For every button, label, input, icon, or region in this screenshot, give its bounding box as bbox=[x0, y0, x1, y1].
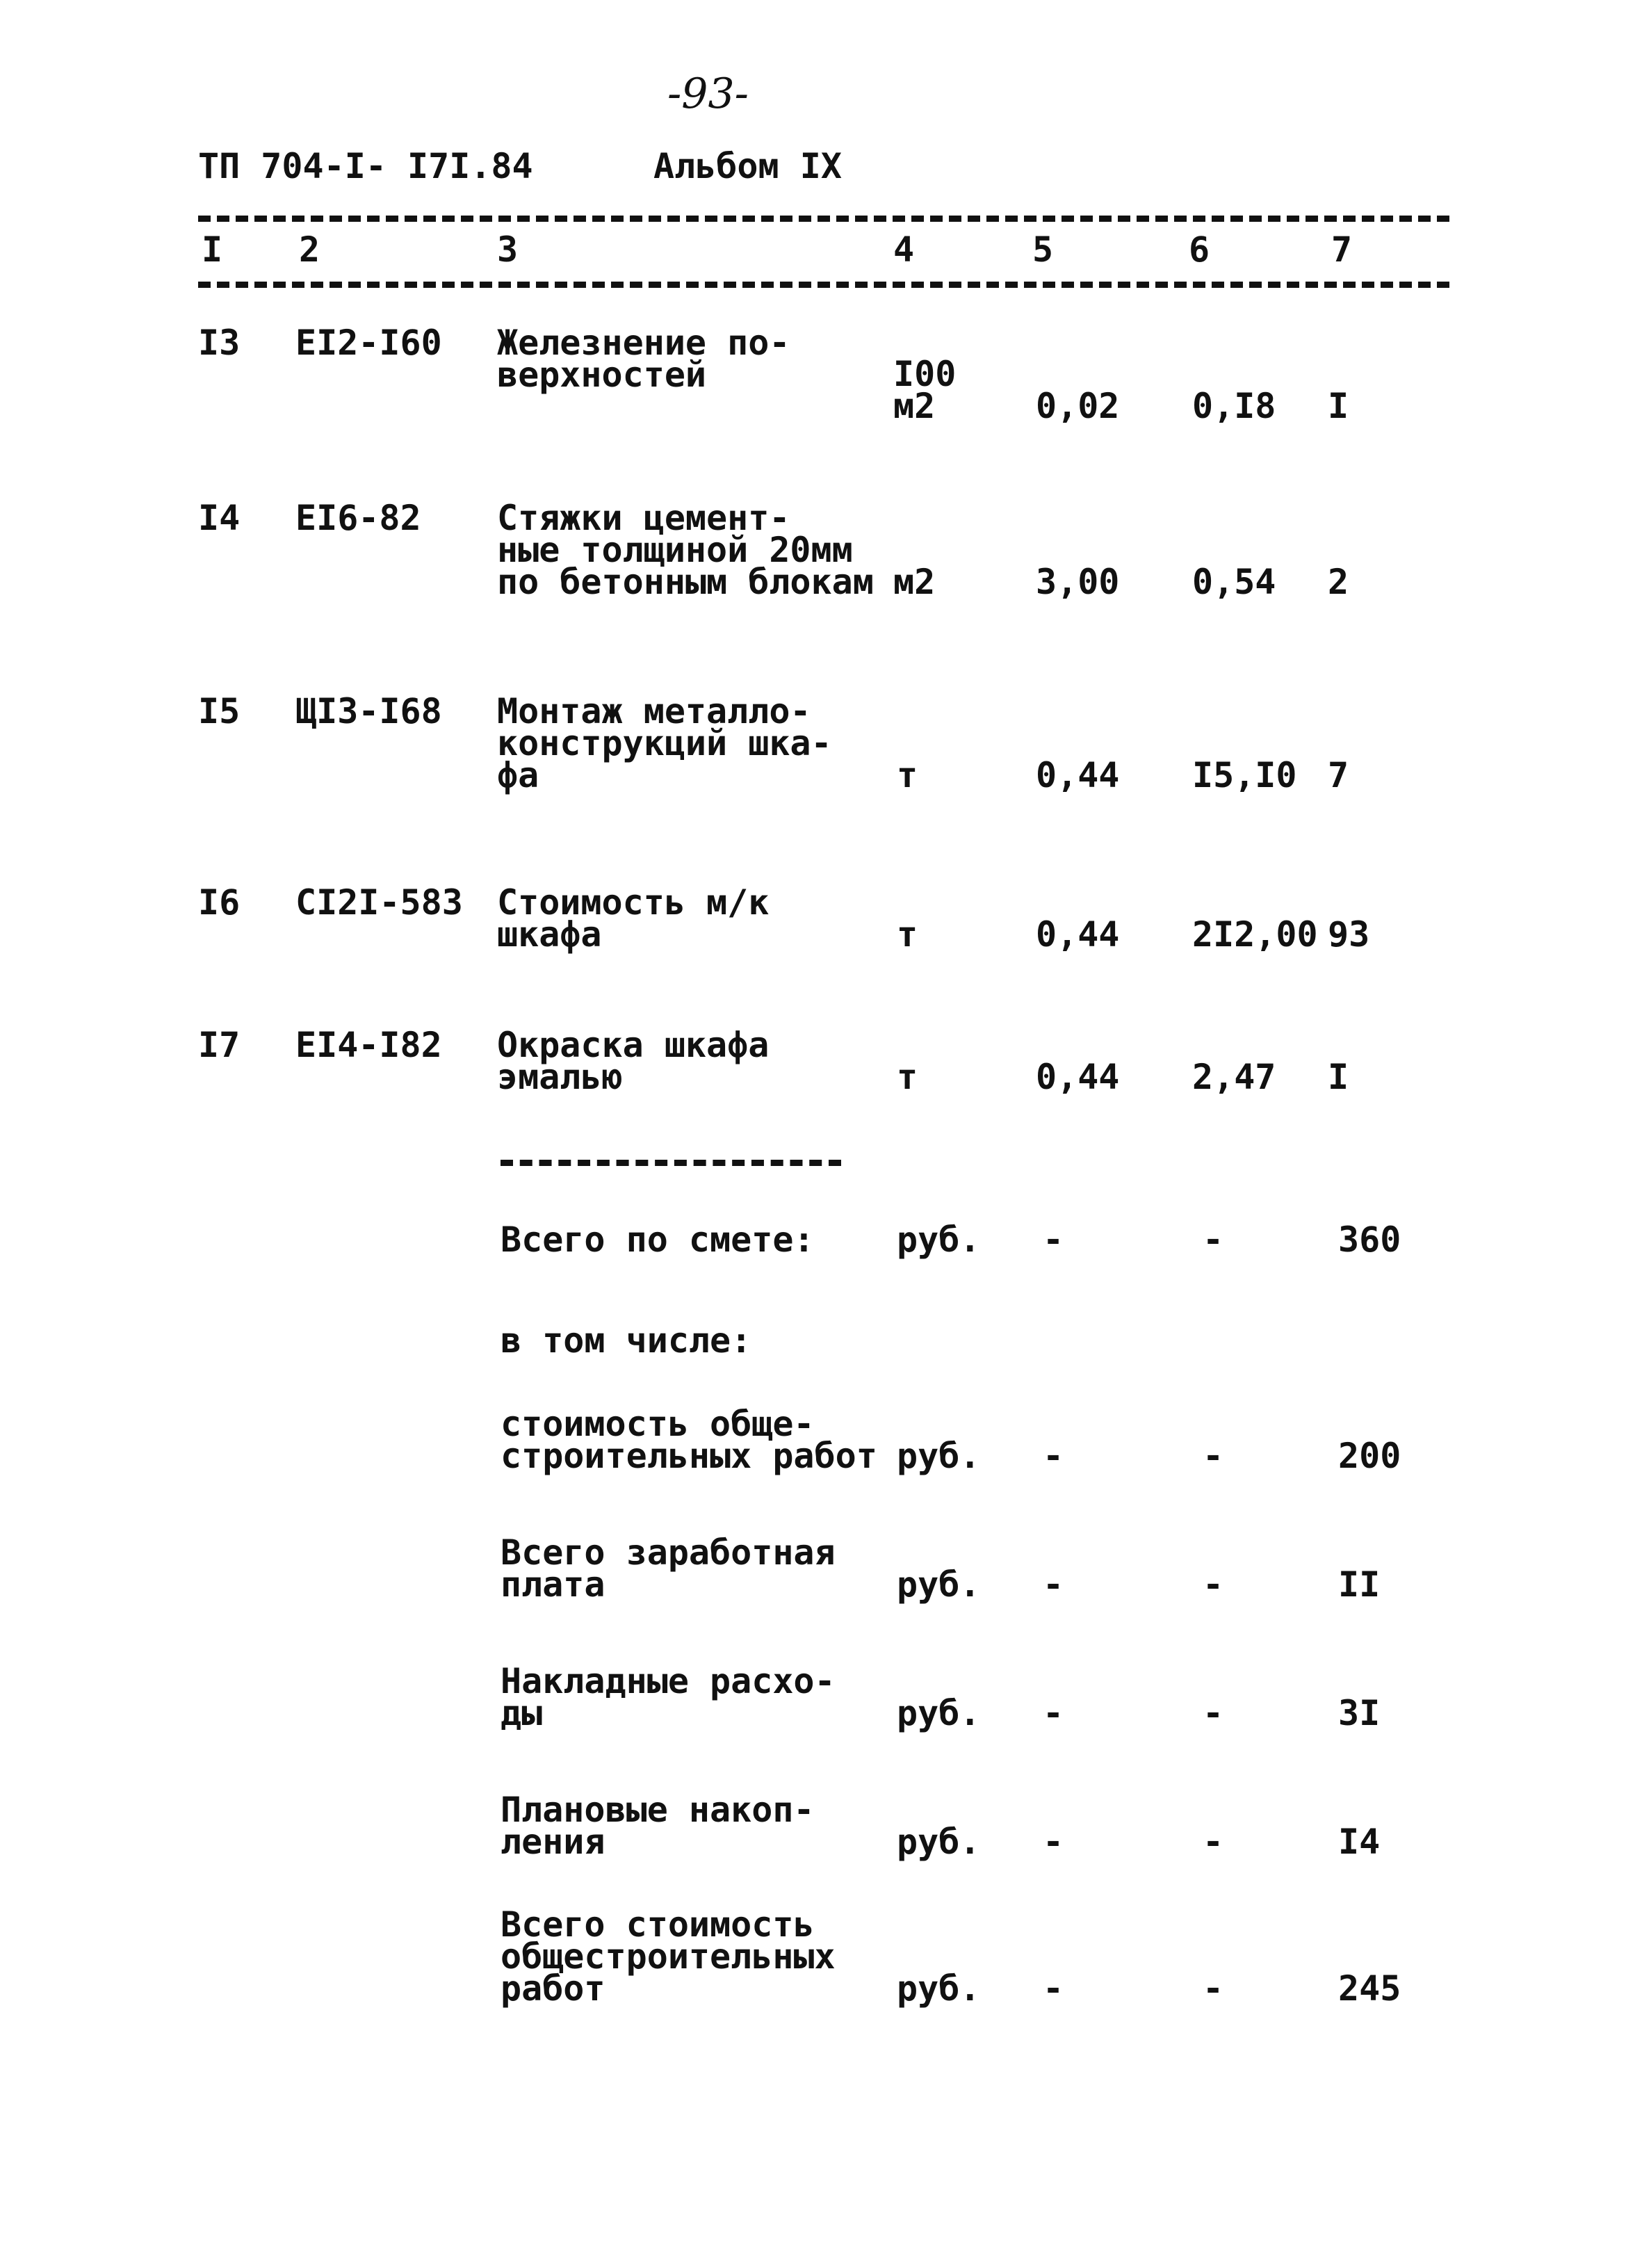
row-name-line: конструкций шка- bbox=[497, 723, 832, 763]
row-name-line: Монтаж металло- bbox=[497, 691, 811, 731]
document-code: ТП 704-I- I7I.84 bbox=[198, 146, 533, 186]
row-code: CI2I-583 bbox=[295, 882, 463, 923]
summary-col5: - bbox=[1043, 1822, 1064, 1862]
row-col7: I bbox=[1328, 386, 1349, 426]
row-col6: 0,54 bbox=[1192, 562, 1276, 602]
column-header-5: 5 bbox=[1032, 229, 1054, 270]
summary-unit: руб. bbox=[897, 1822, 981, 1862]
summary-col5: - bbox=[1043, 1693, 1064, 1733]
column-header-6: 6 bbox=[1189, 229, 1210, 270]
summary-label-line: Всего стоимость bbox=[501, 1904, 815, 1945]
summary-col7: II bbox=[1338, 1564, 1381, 1605]
column-header-2: 2 bbox=[299, 229, 320, 270]
summary-col6: - bbox=[1203, 1220, 1224, 1260]
row-name-line: верхностей bbox=[497, 355, 707, 395]
column-header-4: 4 bbox=[893, 229, 915, 270]
summary-col6: - bbox=[1203, 1822, 1224, 1862]
row-name-line: ные толщиной 20мм bbox=[497, 530, 853, 570]
row-number: I7 bbox=[198, 1025, 241, 1065]
row-col5: 0,44 bbox=[1036, 755, 1120, 795]
summary-label-line: Накладные расхо- bbox=[501, 1661, 836, 1701]
summary-label-line: в том числе: bbox=[501, 1320, 752, 1361]
summary-col7: 3I bbox=[1338, 1693, 1381, 1733]
page-number: -93- bbox=[667, 70, 749, 118]
summary-col7: I4 bbox=[1338, 1822, 1381, 1862]
summary-label-line: Всего заработная bbox=[501, 1532, 836, 1573]
row-name-line: Стяжки цемент- bbox=[497, 498, 790, 538]
row-col5: 0,02 bbox=[1036, 386, 1120, 426]
summary-unit: руб. bbox=[897, 1968, 981, 2009]
summary-label-line: Плановые накоп- bbox=[501, 1790, 815, 1830]
row-code: EI6-82 bbox=[295, 498, 421, 538]
summary-col6: - bbox=[1203, 1436, 1224, 1476]
summary-label-line: стоимость обще- bbox=[501, 1404, 815, 1444]
column-header-7: 7 bbox=[1331, 229, 1353, 270]
summary-label-line: строительных работ bbox=[501, 1436, 877, 1476]
column-header-3: 3 bbox=[497, 229, 519, 270]
summary-col7: 200 bbox=[1338, 1436, 1401, 1476]
summary-col6: - bbox=[1203, 1564, 1224, 1605]
row-col7: 7 bbox=[1328, 755, 1349, 795]
summary-dashed-rule bbox=[501, 1160, 841, 1166]
row-unit-line: м2 bbox=[893, 386, 936, 426]
row-number: I4 bbox=[198, 498, 241, 538]
summary-label-line: плата bbox=[501, 1564, 605, 1605]
row-code: ЩI3-I68 bbox=[295, 691, 442, 731]
album-label: Альбом IX bbox=[653, 146, 842, 186]
summary-unit: руб. bbox=[897, 1220, 981, 1260]
row-name-line: фа bbox=[497, 755, 539, 795]
top-dashed-rule bbox=[198, 216, 1449, 222]
summary-label-line: общестроительных bbox=[501, 1936, 836, 1977]
summary-label-line: Всего по смете: bbox=[501, 1220, 815, 1260]
summary-unit: руб. bbox=[897, 1564, 981, 1605]
row-col7: 2 bbox=[1328, 562, 1349, 602]
row-col6: 2I2,00 bbox=[1192, 914, 1318, 955]
summary-col5: - bbox=[1043, 1436, 1064, 1476]
summary-col6: - bbox=[1203, 1693, 1224, 1733]
summary-label-line: ды bbox=[501, 1693, 543, 1733]
summary-col6: - bbox=[1203, 1968, 1224, 2009]
row-name-line: Окраска шкафа bbox=[497, 1025, 770, 1065]
header-bottom-dashed-rule bbox=[198, 282, 1449, 288]
row-unit-line: I00 bbox=[893, 354, 957, 394]
row-code: EI2-I60 bbox=[295, 323, 442, 363]
summary-col5: - bbox=[1043, 1564, 1064, 1605]
row-col7: 93 bbox=[1328, 914, 1370, 955]
row-name-line: Стоимость м/к bbox=[497, 882, 770, 923]
row-name-line: эмалью bbox=[497, 1057, 623, 1097]
summary-label-line: работ bbox=[501, 1968, 605, 2009]
summary-label-line: ления bbox=[501, 1822, 605, 1862]
row-col5: 0,44 bbox=[1036, 1057, 1120, 1097]
row-col6: I5,I0 bbox=[1192, 755, 1297, 795]
summary-col5: - bbox=[1043, 1220, 1064, 1260]
row-unit-line: т bbox=[897, 755, 918, 795]
row-number: I6 bbox=[198, 882, 241, 923]
row-col5: 3,00 bbox=[1036, 562, 1120, 602]
row-unit-line: т bbox=[897, 914, 918, 955]
summary-unit: руб. bbox=[897, 1436, 981, 1476]
row-col7: I bbox=[1328, 1057, 1349, 1097]
row-code: EI4-I82 bbox=[295, 1025, 442, 1065]
row-unit-line: м2 bbox=[893, 562, 936, 602]
column-header-1: I bbox=[202, 229, 223, 270]
summary-col5: - bbox=[1043, 1968, 1064, 2009]
row-name-line: шкафа bbox=[497, 914, 602, 955]
row-unit-line: т bbox=[897, 1057, 918, 1097]
row-col6: 0,I8 bbox=[1192, 386, 1276, 426]
summary-col7: 360 bbox=[1338, 1220, 1401, 1260]
row-number: I5 bbox=[198, 691, 241, 731]
row-name-line: по бетонным блокам bbox=[497, 562, 874, 602]
row-number: I3 bbox=[198, 323, 241, 363]
summary-unit: руб. bbox=[897, 1693, 981, 1733]
summary-col7: 245 bbox=[1338, 1968, 1401, 2009]
row-col5: 0,44 bbox=[1036, 914, 1120, 955]
row-name-line: Железнение по- bbox=[497, 323, 790, 363]
row-col6: 2,47 bbox=[1192, 1057, 1276, 1097]
